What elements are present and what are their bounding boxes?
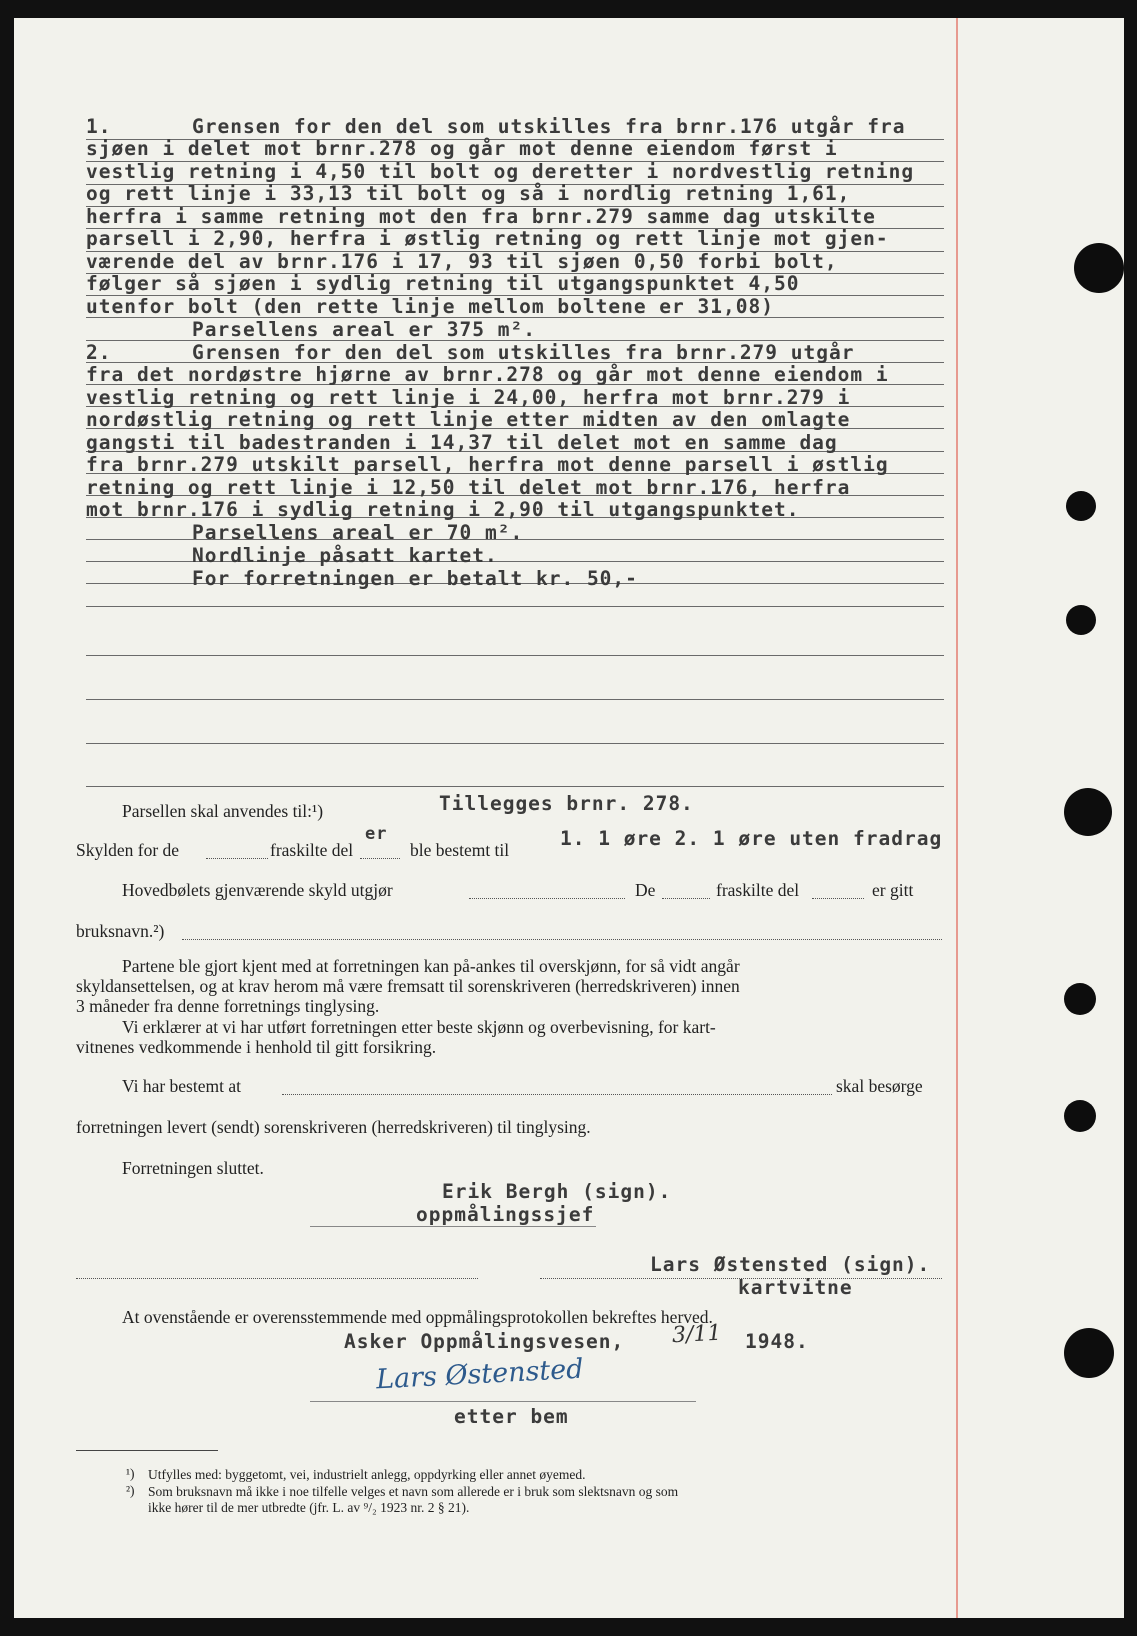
paragraph-declaration: Vi erklærer at vi har utført forretningen etter beste skjønn og overbevisning, for kart- <box>122 1017 716 1037</box>
section-1-line: parsell i 2,90, herfra i østlig retning og rett linje mot gjen- <box>86 227 889 250</box>
certifying-office: Asker Oppmålingsvesen, <box>344 1330 625 1353</box>
paragraph-appeal: 3 måneder fra denne forretnings tinglysing. <box>76 996 380 1016</box>
binder-hole <box>1066 605 1096 635</box>
section-1-line: utenfor bolt (den rette linje mellom boltene er 31,08) <box>86 295 774 318</box>
section-1-line: følger så sjøen i sydlig retning til utgangspunktet 4,50 <box>86 272 800 295</box>
signature-1-title: oppmålingssjef <box>416 1203 595 1226</box>
section-2-line: fra brnr.279 utskilt parsell, herfra mot denne parsell i østlig <box>86 453 889 476</box>
handwritten-signature: Lars Østensted <box>375 1353 585 1396</box>
paragraph-appeal: skyldansettelsen, og at krav herom må være fremsatt til sorenskriveren (herredskriveren) innen <box>76 976 740 996</box>
signature-2-name: Lars Østensted (sign). <box>650 1253 931 1276</box>
signature-2-title: kartvitne <box>738 1276 853 1299</box>
hoved-dotted-field <box>812 898 864 899</box>
use-value: Tillegges brnr. 278. <box>439 792 694 815</box>
bestemt-label-2: skal besørge <box>836 1076 923 1096</box>
section-2-line: retning og rett linje i 12,50 til delet mot brnr.176, herfra <box>86 476 851 499</box>
section-2-line: Grensen for den del som utskilles fra brnr.279 utgår <box>192 341 855 364</box>
skyld-label-3: ble bestemt til <box>410 840 510 860</box>
fee-note: For forretningen er betalt kr. 50,- <box>192 567 638 590</box>
section-2-line: nordøstlig retning og rett linje etter midten av den omlagte <box>86 408 851 431</box>
hoved-label: Hovedbølets gjenværende skyld utgjør <box>122 880 393 900</box>
section-1-line: sjøen i delet mot brnr.278 og går mot denne eiendom først i <box>86 137 838 160</box>
hoved-dotted-field <box>469 898 625 899</box>
document-page <box>14 18 1124 1618</box>
skyld-label-2: fraskilte del <box>270 840 354 860</box>
signature-1-name: Erik Bergh (sign). <box>442 1180 672 1203</box>
section-2-line: gangsti til badestranden i 14,37 til delet mot en samme dag <box>86 431 838 454</box>
footnote-2: ikke hører til de mer utbredte (jfr. L. av ⁹/₂ 1923 nr. 2 § 21). <box>148 1500 470 1515</box>
handwritten-signature-line <box>310 1401 696 1402</box>
sluttet-text: Forretningen sluttet. <box>122 1158 264 1178</box>
binder-hole <box>1066 491 1096 521</box>
skyld-value: 1. 1 øre 2. 1 øre uten fradrag <box>560 827 943 850</box>
hoved-label-4: er gitt <box>872 880 914 900</box>
binder-hole <box>1064 1100 1096 1132</box>
certification-text: At ovenstående er overensstemmende med oppmålingsprotokollen bekreftes herved. <box>122 1307 713 1327</box>
section-1-area: Parsellens areal er 375 m². <box>192 318 536 341</box>
binder-hole <box>1064 983 1096 1015</box>
north-line-note: Nordlinje påsatt kartet. <box>192 544 498 567</box>
binder-hole <box>1074 243 1124 293</box>
section-2-line: mot brnr.176 i sydlig retning i 2,90 til utgangspunktet. <box>86 498 800 521</box>
footnote-separator <box>76 1450 218 1451</box>
section-1-line: vestlig retning i 4,50 til bolt og deretter i nordvestlig retning <box>86 160 915 183</box>
footnote-2: Som bruksnavn må ikke i noe tilfelle velges et navn som allerede er i bruk som slektsnavn og som <box>148 1484 679 1499</box>
levert-text: forretningen levert (sendt) sorenskriveren (herredskriveren) til tinglysing. <box>76 1117 591 1137</box>
bestemt-dotted-field <box>282 1094 832 1095</box>
binder-hole <box>1064 1328 1114 1378</box>
skyld-dotted-field <box>360 858 400 859</box>
binder-hole <box>1064 788 1112 836</box>
handwritten-date: 3/11 <box>671 1320 723 1349</box>
footnote-2-mark: ²) <box>126 1483 135 1498</box>
section-2-area: Parsellens areal er 70 m². <box>192 521 524 544</box>
signature-1-underline <box>310 1226 596 1227</box>
paragraph-declaration: vitnenes vedkommende i henhold til gitt forsikring. <box>76 1037 437 1057</box>
etter-bem: etter bem <box>454 1405 569 1428</box>
bruksnavn-label: bruksnavn.²) <box>76 921 165 941</box>
section-1-line: herfra i samme retning mot den fra brnr.279 samme dag utskilte <box>86 205 876 228</box>
footnote-1: Utfylles med: byggetomt, vei, industrielt anlegg, oppdyrking eller annet øyemed. <box>148 1467 586 1482</box>
hoved-label-2: De <box>635 880 656 900</box>
skyld-label: Skylden for de <box>76 840 180 860</box>
certification-year: 1948. <box>745 1330 809 1353</box>
hoved-label-3: fraskilte del <box>716 880 800 900</box>
section-1-number: 1. <box>86 115 112 138</box>
paragraph-appeal: Partene ble gjort kjent med at forretningen kan på-ankes til overskjønn, for så vidt angår <box>122 956 740 976</box>
bestemt-label: Vi har bestemt at <box>122 1076 241 1096</box>
section-2-line: fra det nordøstre hjørne av brnr.278 og går mot denne eiendom i <box>86 363 889 386</box>
skyld-dotted-field <box>206 858 268 859</box>
section-1-line: værende del av brnr.176 i 17, 93 til sjøen 0,50 forbi bolt, <box>86 250 838 273</box>
footnote-1-mark: ¹) <box>126 1466 135 1481</box>
red-margin-line <box>956 18 958 1618</box>
section-1-line: Grensen for den del som utskilles fra brnr.176 utgår fra <box>192 115 906 138</box>
use-label: Parsellen skal anvendes til:¹) <box>122 801 324 821</box>
section-1-line: og rett linje i 33,13 til bolt og så i nordlig retning 1,61, <box>86 182 851 205</box>
bruksnavn-dotted-field <box>182 939 942 940</box>
skyld-er-insert: er <box>365 824 388 844</box>
hoved-dotted-field <box>662 898 710 899</box>
section-2-line: vestlig retning og rett linje i 24,00, herfra mot brnr.279 i <box>86 386 851 409</box>
section-2-number: 2. <box>86 341 112 364</box>
signature-left-dotted-line <box>76 1278 478 1279</box>
